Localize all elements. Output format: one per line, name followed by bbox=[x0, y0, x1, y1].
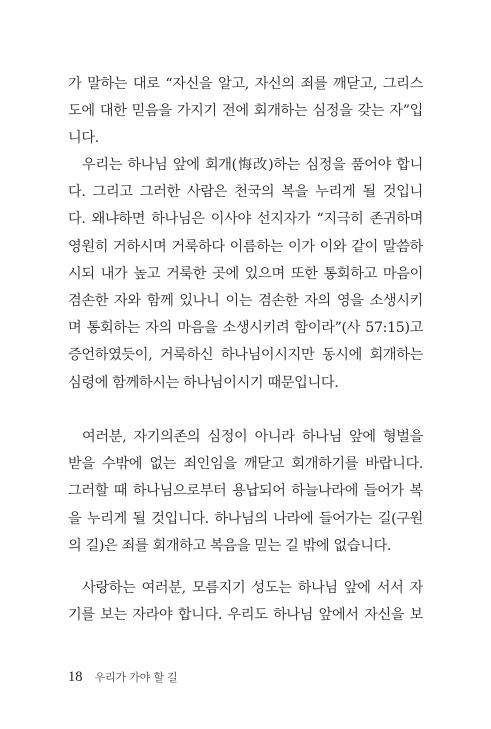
paragraph-4 bbox=[68, 575, 423, 629]
paragraph-3 bbox=[68, 424, 423, 560]
text-line: 우리는 하나님 앞에 회개(悔改)하는 심정을 품어야 합니 bbox=[82, 157, 423, 173]
page-footer bbox=[68, 666, 177, 686]
text-line: 영원히 거하시며 거룩하다 이름하는 이가 이와 같이 말씀하 bbox=[68, 238, 423, 255]
text-line: 증언하였듯이, 거룩하신 하나님이시지만 동시에 회개하는 bbox=[68, 347, 423, 364]
running-title: 우리가 가야 할 길 bbox=[94, 671, 178, 684]
text-line: 다. 왜냐하면 하나님은 이사야 선지자가 “지극히 존귀하며 bbox=[68, 211, 423, 228]
text-line: 여러분, 자기의존의 심정이 아니라 하나님 앞에 형벌을 bbox=[82, 429, 423, 445]
text-line: 니다. bbox=[68, 130, 99, 147]
text-line: 의 길)은 죄를 회개하고 복음을 믿는 길 밖에 없습니다. bbox=[68, 537, 392, 554]
text-line: 도에 대한 믿음을 가지기 전에 회개하는 심정을 갖는 자”입 bbox=[68, 103, 423, 120]
text-line: 겸손한 자와 함께 있나니 이는 겸손한 자의 영을 소생시키 bbox=[68, 292, 423, 309]
text-line: 기를 보는 자라야 합니다. 우리도 하나님 앞에서 자신을 보 bbox=[68, 607, 423, 624]
text-line: 며 통회하는 자의 마음을 소생시키려 함이라”(사 57:15)고 bbox=[68, 320, 423, 337]
text-line: 을 누리게 될 것입니다. 하나님의 나라에 들어가는 길(구원 bbox=[68, 510, 423, 527]
text-line: 사랑하는 여러분, 모름지기 성도는 하나님 앞에 서서 자 bbox=[82, 580, 423, 596]
text-line: 그러할 때 하나님으로부터 용납되어 하늘나라에 들어가 복 bbox=[68, 483, 423, 500]
page-number: 18 bbox=[68, 669, 83, 685]
text-line: 심령에 함께하시는 하나님이시기 때문입니다. bbox=[68, 374, 339, 391]
text-line: 가 말하는 대로 “자신을 알고, 자신의 죄를 깨닫고, 그리스 bbox=[68, 76, 423, 92]
text-line: 받을 수밖에 없는 죄인임을 깨닫고 회개하기를 바랍니다. bbox=[68, 456, 423, 473]
text-line: 다. 그리고 그러한 사람은 천국의 복을 누리게 될 것입니 bbox=[68, 184, 423, 201]
paragraph-2 bbox=[68, 152, 423, 397]
text-line: 시되 내가 높고 거룩한 곳에 있으며 또한 통회하고 마음이 bbox=[68, 265, 423, 282]
paragraph-1 bbox=[68, 71, 423, 153]
